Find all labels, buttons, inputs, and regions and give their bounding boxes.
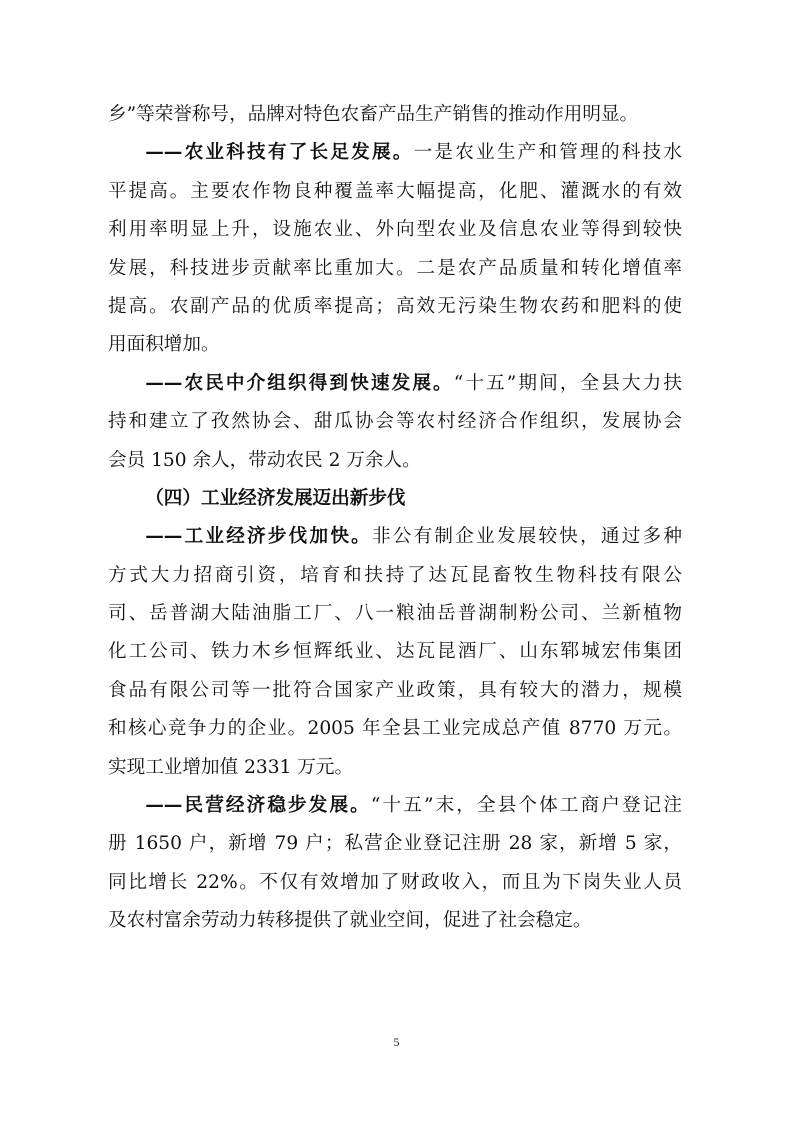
body-text bbox=[108, 96, 682, 941]
paragraph-4-lead: ——工业经济步伐加快。 bbox=[145, 526, 372, 548]
paragraph-2-line-2: 平提高。主要农作物良种覆盖率大幅提高，化肥、灌溉水的有效 bbox=[108, 180, 682, 202]
paragraph-4-line-1 bbox=[108, 518, 682, 556]
paragraph-5-lead: ——民营经济稳步发展。 bbox=[145, 795, 371, 817]
paragraph-3-text: “十五”期间，全县大力扶 bbox=[453, 372, 682, 394]
paragraph-2-text: 一是农业生产和管理的科技水 bbox=[413, 142, 682, 164]
paragraph-4-line-5: 食品有限公司等一批符合国家产业政策，具有较大的潜力，规模 bbox=[108, 679, 682, 701]
paragraph-4-line-2: 方式大力招商引资，培育和扶持了达瓦昆畜牧生物科技有限公 bbox=[108, 564, 682, 586]
paragraph-2-line-1 bbox=[108, 134, 682, 172]
paragraph-1-line-1: 乡”等荣誉称号，品牌对特色农畜产品生产销售的推动作用明显。 bbox=[108, 104, 639, 125]
paragraph-5-line-2: 册 1650 户，新增 79 户；私营企业登记注册 28 家，新增 5 家， bbox=[108, 833, 682, 855]
paragraph-4-line-3: 司、岳普湖大陆油脂工厂、八一粮油岳普湖制粉公司、兰新植物 bbox=[108, 603, 682, 625]
paragraph-3-line-2: 持和建立了孜然协会、甜瓜协会等农村经济合作组织，发展协会 bbox=[108, 411, 682, 433]
paragraph-2-line-4: 发展，科技进步贡献率比重加大。二是农产品质量和转化增值率 bbox=[108, 257, 682, 279]
paragraph-4-text: 非公有制企业发展较快，通过多种 bbox=[371, 526, 682, 548]
paragraph-4-line-6: 和核心竞争力的企业。2005 年全县工业完成总产值 8770 万元。 bbox=[108, 718, 682, 740]
paragraph-2-line-3: 利用率明显上升，设施农业、外向型农业及信息农业等得到较快 bbox=[108, 219, 682, 241]
paragraph-3-line-1 bbox=[108, 365, 682, 403]
paragraph-5-line-3: 同比增长 22%。不仅有效增加了财政收入，而且为下岗失业人员 bbox=[108, 871, 682, 893]
paragraph-4-line-7: 实现工业增加值 2331 万元。 bbox=[108, 756, 354, 778]
paragraph-2-line-6: 用面积增加。 bbox=[108, 334, 220, 356]
paragraph-2-line-5: 提高。农副产品的优质率提高；高效无污染生物农药和肥料的使 bbox=[108, 295, 682, 317]
paragraph-4-line-4: 化工公司、铁力木乡恒辉纸业、达瓦昆酒厂、山东郓城宏伟集团 bbox=[108, 641, 682, 663]
paragraph-5-text: “十五”末，全县个体工商户登记注 bbox=[370, 795, 682, 817]
paragraph-3-line-3: 会员 150 余人，带动农民 2 万余人。 bbox=[108, 449, 421, 471]
paragraph-5-line-1 bbox=[108, 787, 682, 825]
paragraph-5-line-4: 及农村富余劳动力转移提供了就业空间，促进了社会稳定。 bbox=[108, 910, 592, 932]
section-heading-4: （四）工业经济发展迈出新步伐 bbox=[145, 487, 406, 509]
paragraph-2-lead: ——农业科技有了长足发展。 bbox=[145, 142, 414, 164]
paragraph-3-lead: ——农民中介组织得到快速发展。 bbox=[145, 372, 454, 394]
page-number: 5 bbox=[393, 1035, 400, 1049]
